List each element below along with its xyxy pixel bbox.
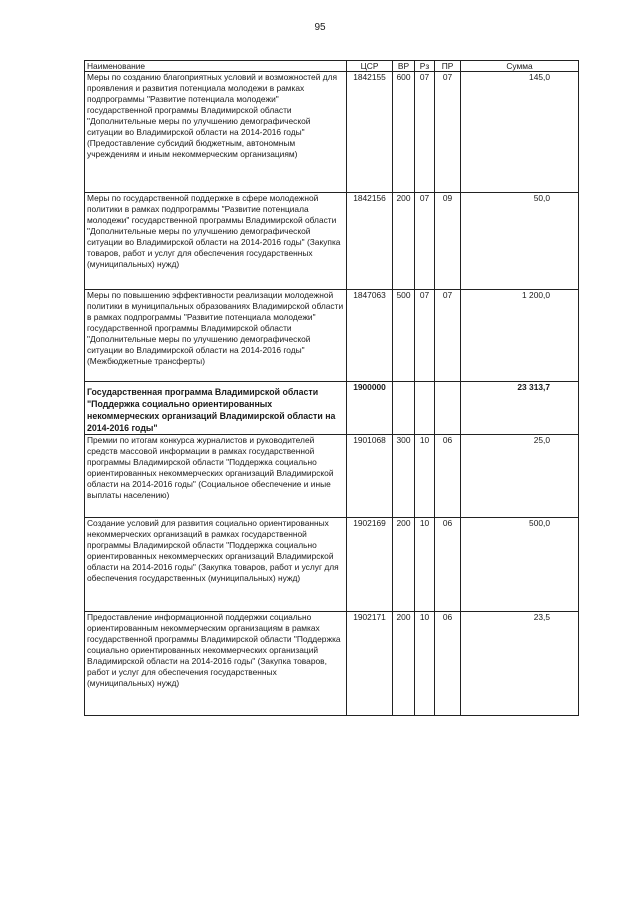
header-sum: Сумма xyxy=(461,61,579,72)
row-csr: 1847063 xyxy=(347,290,393,382)
row-pr: 09 xyxy=(435,193,461,290)
table-row xyxy=(85,72,579,193)
row-rz: 07 xyxy=(415,193,435,290)
budget-table xyxy=(84,60,579,716)
row-sum: 1 200,0 xyxy=(461,290,579,382)
row-name: Меры по созданию благоприятных условий и возможностей для проявления и развития потенциала молодежи в рамках подпрограммы "Развитие потенциала молодежи" государственной программы Владимирской области "Дополнительные меры по улучшению демографической ситуации во Владимирской области на 2014-2016 годы" (Предоставление субсидий бюджетным, автономным учреждениям и иным некоммерческим организациям) xyxy=(85,72,347,193)
row-vr xyxy=(393,382,415,435)
row-sum: 23 313,7 xyxy=(461,382,579,435)
row-vr: 300 xyxy=(393,435,415,518)
row-name: Государственная программа Владимирской области "Поддержка социально ориентированных некоммерческих организаций Владимирской области на 2014-2016 годы" xyxy=(85,382,347,435)
row-rz: 10 xyxy=(415,435,435,518)
row-csr: 1901068 xyxy=(347,435,393,518)
row-rz: 10 xyxy=(415,518,435,612)
row-sum: 500,0 xyxy=(461,518,579,612)
header-name: Наименование xyxy=(85,61,347,72)
row-name: Меры по государственной поддержке в сфере молодежной политики в рамках подпрограммы "Развитие потенциала молодежи" государственной программы Владимирской области "Дополнительные меры по улучшению демографической ситуации во Владимирской области на 2014-2016 годы" (Закупка товаров, работ и услуг для обеспечения государственных (муниципальных) нужд) xyxy=(85,193,347,290)
row-pr xyxy=(435,382,461,435)
row-csr: 1900000 xyxy=(347,382,393,435)
row-pr: 06 xyxy=(435,435,461,518)
row-rz: 07 xyxy=(415,72,435,193)
row-name: Меры по повышению эффективности реализации молодежной политики в муниципальных образованиях Владимирской области в рамках подпрограммы "Развитие потенциала молодежи" государственной программы Владимирской области "Дополнительные меры по улучшению демографической ситуации во Владимирской области на 2014-2016 годы" (Межбюджетные трансферты) xyxy=(85,290,347,382)
program-row xyxy=(85,382,579,435)
row-vr: 200 xyxy=(393,518,415,612)
row-rz xyxy=(415,382,435,435)
header-rz: Рз xyxy=(415,61,435,72)
header-pr: ПР xyxy=(435,61,461,72)
row-pr: 06 xyxy=(435,518,461,612)
table-header-row xyxy=(85,61,579,72)
header-vr: ВР xyxy=(393,61,415,72)
page-number: 95 xyxy=(314,22,326,33)
row-csr: 1842156 xyxy=(347,193,393,290)
row-sum: 25,0 xyxy=(461,435,579,518)
row-name: Предоставление информационной поддержки социально ориентированным некоммерческим организациям в рамках государственной программы Владимирской области "Поддержка социально ориентированных некоммерческих организаций Владимирской области на 2014-2016 годы" (Закупка товаров, работ и услуг для обеспечения государственных (муниципальных) нужд) xyxy=(85,612,347,716)
row-vr: 200 xyxy=(393,612,415,716)
row-csr: 1902171 xyxy=(347,612,393,716)
row-vr: 500 xyxy=(393,290,415,382)
table-row xyxy=(85,193,579,290)
row-pr: 06 xyxy=(435,612,461,716)
table-row xyxy=(85,290,579,382)
row-csr: 1902169 xyxy=(347,518,393,612)
row-vr: 600 xyxy=(393,72,415,193)
row-pr: 07 xyxy=(435,72,461,193)
header-csr: ЦСР xyxy=(347,61,393,72)
row-rz: 07 xyxy=(415,290,435,382)
row-pr: 07 xyxy=(435,290,461,382)
row-sum: 23,5 xyxy=(461,612,579,716)
row-vr: 200 xyxy=(393,193,415,290)
table-row xyxy=(85,518,579,612)
table-row xyxy=(85,435,579,518)
table-row xyxy=(85,612,579,716)
row-name: Создание условий для развития социально ориентированных некоммерческих организаций в рамках государственной программы Владимирской области "Поддержка социально ориентированных некоммерческих организаций Владимирской области на 2014-2016 годы" (Закупка товаров, работ и услуг для обеспечения государственных (муниципальных) нужд) xyxy=(85,518,347,612)
row-sum: 145,0 xyxy=(461,72,579,193)
row-sum: 50,0 xyxy=(461,193,579,290)
row-rz: 10 xyxy=(415,612,435,716)
row-name: Премии по итогам конкурса журналистов и руководителей средств массовой информации в рамках государственной программы Владимирской области "Поддержка социально ориентированных некоммерческих организаций Владимирской области на 2014-2016 годы" (Социальное обеспечение и иные выплаты населению) xyxy=(85,435,347,518)
row-csr: 1842155 xyxy=(347,72,393,193)
